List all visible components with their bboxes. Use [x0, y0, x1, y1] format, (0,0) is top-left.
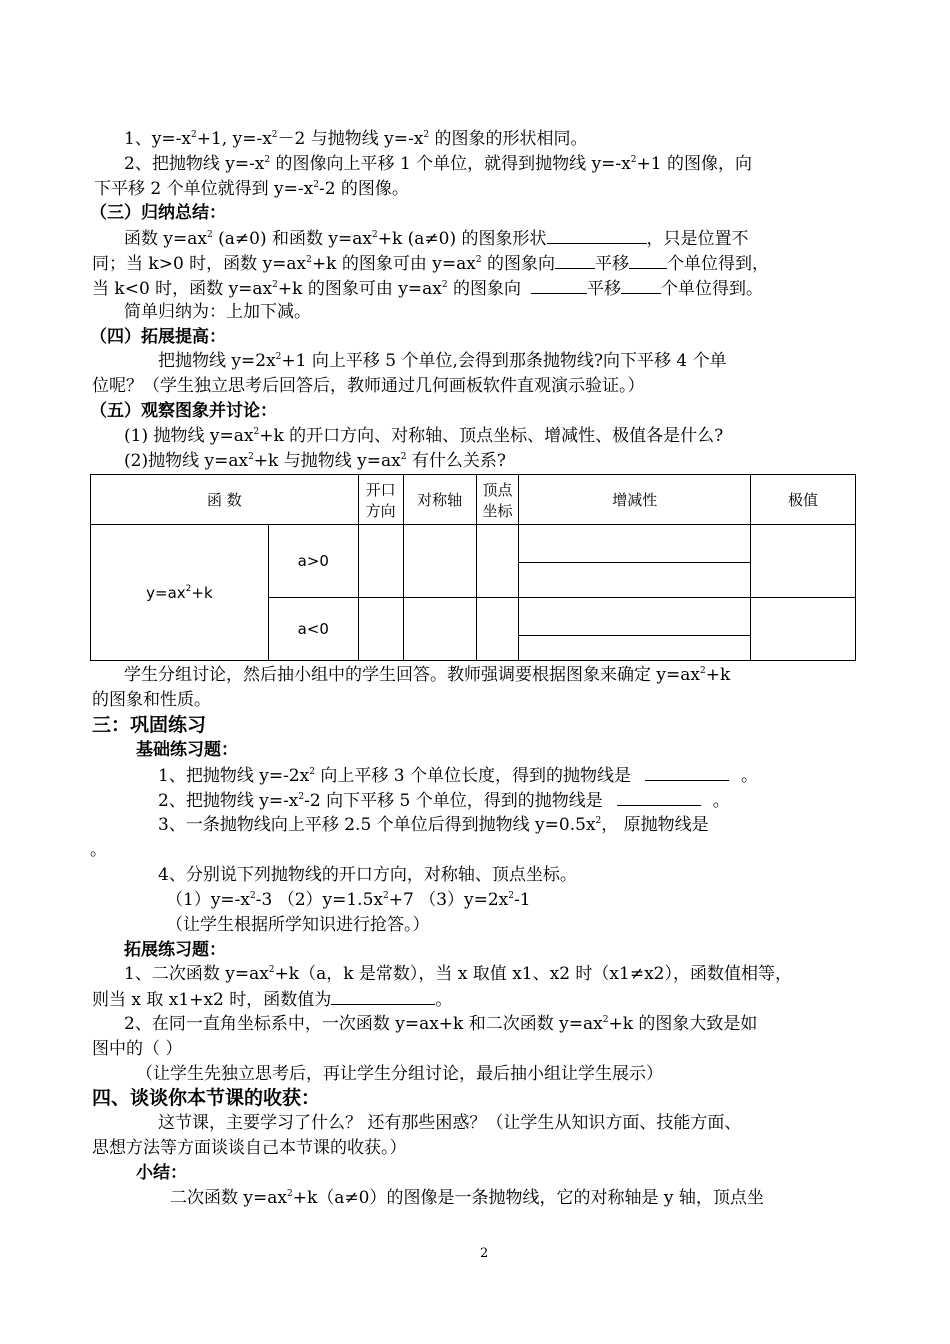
monotonicity-cell [519, 598, 751, 661]
section-harvest: 四、谈谈你本节课的收获： [92, 1087, 321, 1109]
heading-basic: 基础练习题： [136, 740, 238, 760]
advanced-2a: 2、在同一直角坐标系中，一次函数 y=ax+k 和二次函数 $y=ax^2+k$ 的图象大致是如 [124, 1014, 758, 1034]
text-line-1: 1、$y=-x^2+1$, $y=-x^2-2$ 与抛物线 $y=-x^2$ 的图象的形状相同。 [124, 129, 588, 149]
discussion-line-2: 的图象和性质。 [92, 690, 211, 710]
exercise-4-note: （让学生根据所学知识进行抢答。） [166, 915, 430, 935]
extension-line-2: 位呢？（学生独立思考后回答后，教师通过几何画板软件直观演示验证。） [92, 376, 645, 396]
harvest-line-2: 思想方法等方面谈谈自己本节课的收获。） [92, 1138, 407, 1158]
summary-line-2: 同；当 k>0 时，函数 $y=ax^2+k$ 的图象可由 $y=ax^2$ 的图象向 平移 个单位得到， [92, 254, 769, 274]
empty-cell [358, 525, 403, 598]
question-1: (1) 抛物线 $y=ax^2+k$ 的开口方向、对称轴、顶点坐标、增减性、极值各是什么? [124, 426, 724, 446]
summary-line-4: 简单归纳为：上加下减。 [124, 302, 311, 322]
heading-summary: （三）归纳总结： [90, 203, 226, 223]
exercise-2: 2、把抛物线 $y=-x^2-2$ 向下平移 5 个单位，得到的抛物线是 。 [158, 791, 730, 811]
header-opening: 开口 方向 [358, 475, 403, 525]
header-function: 函 数 [91, 475, 359, 525]
advanced-2b: 图中的（ ） [92, 1039, 183, 1059]
discussion-line-1: 学生分组讨论，然后抽小组中的学生回答。教师强调要根据图象来确定 $y=ax^2+k$ [124, 665, 731, 685]
section-practice: 三：巩固练习 [92, 714, 207, 736]
answer-blank [555, 252, 595, 269]
empty-cell [358, 598, 403, 661]
question-2: (2)抛物线 $y=ax^2+k$ 与抛物线 $y=ax^2$ 有什么关系? [124, 451, 506, 471]
condition-negative: a<0 [268, 598, 358, 661]
text-line-2a: 2、把抛物线 $y=-x^2$ 的图像向上平移 1 个单位，就得到抛物线 $y=-x^2+1$ 的图像，向 [124, 154, 752, 174]
empty-cell [751, 525, 856, 598]
monotonicity-cell [519, 525, 751, 598]
exercise-4: 4、分别说下列抛物线的开口方向，对称轴、顶点坐标。 [158, 865, 577, 885]
properties-table [90, 474, 856, 661]
advanced-note: （让学生先独立思考后，再让学生分组讨论，最后抽小组让学生展示） [136, 1064, 663, 1084]
header-axis: 对称轴 [403, 475, 476, 525]
exercise-3-end: 。 [90, 840, 107, 860]
exercise-1: 1、把抛物线 $y=-2x^2$ 向上平移 3 个单位长度，得到的抛物线是 。 [158, 766, 758, 786]
answer-blank [617, 789, 701, 806]
advanced-1b: 则当 x 取 x1+x2 时，函数值为 。 [92, 990, 453, 1010]
text-line-2b: 下平移 2 个单位就得到 $y=-x^2-2$ 的图像。 [94, 179, 409, 199]
condition-positive: a>0 [268, 525, 358, 598]
header-vertex: 顶点 坐标 [476, 475, 519, 525]
summary-line-1: 函数 $y=ax^2$ (a≠0) 和函数 $y=ax^2+k$ (a≠0) 的图象形状 ，只是位置不 [124, 229, 749, 249]
empty-cell [476, 598, 519, 661]
exercise-3: 3、一条抛物线向上平移 2.5 个单位后得到抛物线 $y=0.5x^2$， 原抛物线是 [158, 815, 709, 835]
empty-cell [403, 525, 476, 598]
summary-text: 二次函数 $y=ax^2+k(a\ne 0)$的图像是一条抛物线，它的对称轴是 y 轴，顶点坐 [170, 1188, 764, 1208]
advanced-1a: 1、二次函数 $y=ax^2+k(a$，k 是常数），当 x 取值 x1、x2 时（x1≠x2），函数值相等， [124, 964, 792, 984]
summary-line-3: 当 k<0 时，函数 $y=ax^2+k$ 的图象可由 $y=ax^2$ 的图象向 平移 个单位得到。 [92, 279, 763, 299]
heading-observe: （五）观察图象并讨论： [90, 401, 277, 421]
header-monotonicity: 增减性 [519, 475, 751, 525]
answer-blank [331, 988, 435, 1005]
exercise-4-items: $(1)y=-x^2-3$ $(2)y=1.5x^2+7$ $(3)y=2x^2-1$ [166, 890, 531, 910]
empty-cell [403, 598, 476, 661]
header-extremum: 极值 [751, 475, 856, 525]
page-number: 2 [480, 1246, 489, 1261]
answer-blank [621, 277, 661, 294]
heading-extension: （四）拓展提高： [90, 327, 226, 347]
heading-summary-short: 小结： [136, 1163, 187, 1183]
answer-blank [629, 252, 667, 269]
harvest-line-1: 这节课，主要学习了什么？ 还有那些困惑？（让学生从知识方面、技能方面、 [158, 1113, 742, 1133]
function-cell: $y=ax^2+k$ [91, 525, 269, 661]
extension-line-1: 把抛物线 $y=2x^2+1$ 向上平移 5 个单位,会得到那条抛物线?向下平移 4 个单 [158, 351, 727, 371]
answer-blank [531, 277, 587, 294]
answer-blank [645, 764, 729, 781]
heading-advanced: 拓展练习题： [124, 940, 226, 960]
answer-blank [547, 227, 647, 244]
empty-cell [751, 598, 856, 661]
empty-cell [476, 525, 519, 598]
